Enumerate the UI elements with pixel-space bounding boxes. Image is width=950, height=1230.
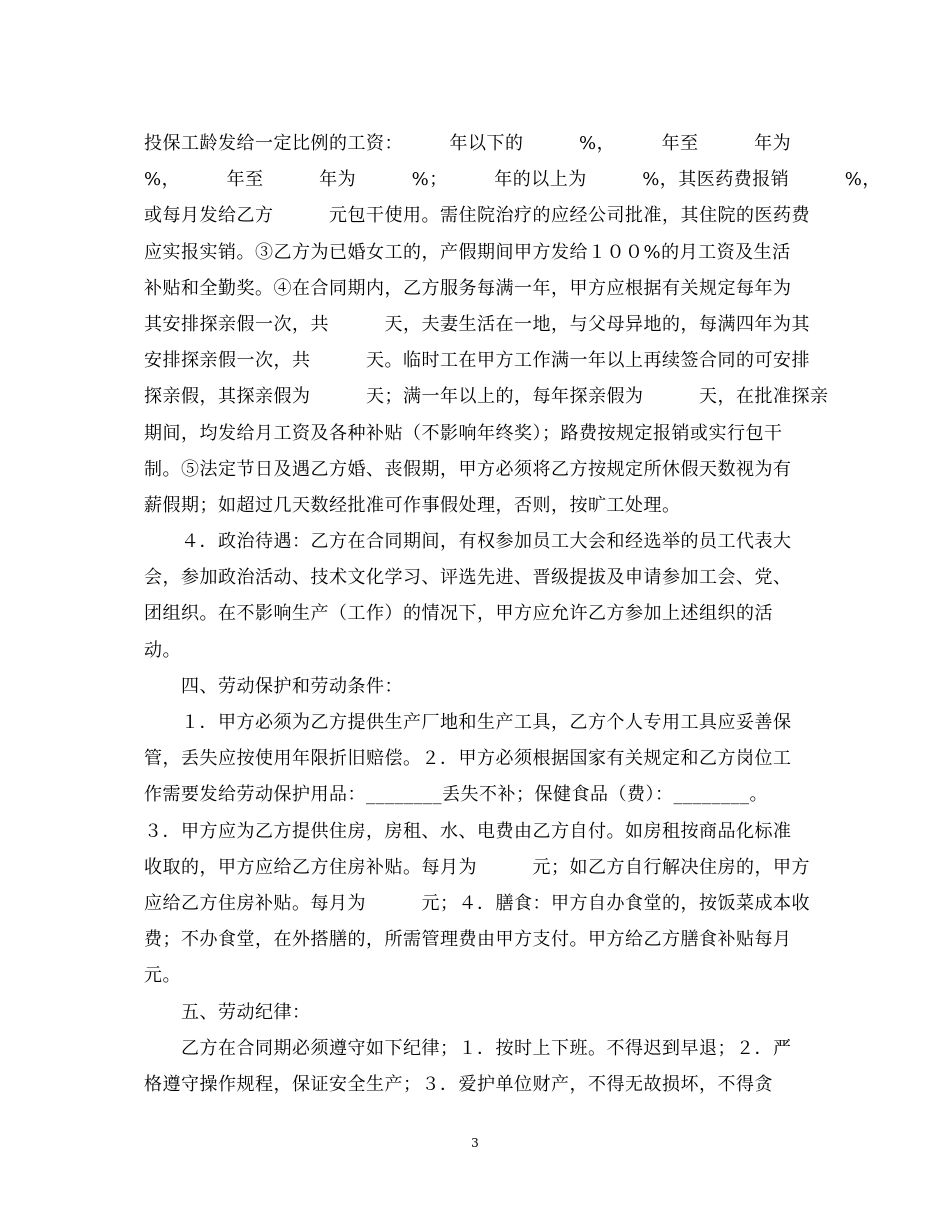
text-line: 安排探亲假一次，共 天。临时工在甲方工作满一年以上再续签合同的可安排	[144, 350, 810, 372]
text-line: 乙方在合同期必须遵守如下纪律；１．按时上下班。不得迟到早退；２．严	[144, 1037, 792, 1059]
text-line: 薪假期；如超过几天数经批准可作事假处理，否则，按旷工处理。	[144, 494, 681, 516]
text-line: 会，参加政治活动、技术文化学习、评选先进、晋级提拔及申请参加工会、党、	[144, 567, 792, 589]
text-line: 元。	[144, 965, 181, 987]
text-line: 期间，均发给月工资及各种补贴（不影响年终奖）；路费按规定报销或实行包干	[144, 422, 783, 444]
section-heading: 四、劳动保护和劳动条件：	[144, 675, 403, 697]
text-line: 补贴和全勤奖。④在合同期内，乙方服务每满一年，甲方应根据有关规定每年为	[144, 277, 792, 299]
text-line: 团组织。在不影响生产（工作）的情况下，甲方应允许乙方参加上述组织的活	[144, 603, 773, 625]
text-line: 探亲假，其探亲假为 天；满一年以上的，每年探亲假为 天，在批准探亲	[144, 386, 829, 408]
text-line: %， 年至 年为 %； 年的以上为 %，其医药费报销 %，	[144, 169, 881, 191]
text-line: 应实报实销。③乙方为已婚女工的，产假期间甲方发给１００%的月工资及生活	[144, 241, 791, 263]
text-line: １．甲方必须为乙方提供生产厂地和生产工具，乙方个人专用工具应妥善保	[144, 712, 792, 733]
text-line: 其安排探亲假一次，共 天，夫妻生活在一地，与父母异地的，每满四年为其	[144, 313, 810, 335]
text-line: 作需要发给劳动保护用品：________丢失不补；保健食品（费）：________。	[144, 784, 768, 806]
text-line: 应给乙方住房补贴。每月为 元；４．膳食：甲方自办食堂的，按饭菜成本收	[144, 892, 810, 914]
text-line: 收取的，甲方应给乙方住房补贴。每月为 元；如乙方自行解决住房的，甲方	[144, 856, 810, 878]
text-line: ３．甲方应为乙方提供住房，房租、水、电费由乙方自付。如房租按商品化标准	[144, 820, 792, 842]
section-heading: 五、劳动纪律：	[144, 1001, 311, 1023]
text-line: ４．政治待遇：乙方在合同期间，有权参加员工大会和经选举的员工代表大	[144, 531, 792, 553]
text-line: 制。⑤法定节日及遇乙方婚、丧假期，甲方必须将乙方按规定所休假天数视为有	[144, 458, 792, 480]
text-line: 或每月发给乙方 元包干使用。需住院治疗的应经公司批准，其住院的医药费	[144, 205, 810, 227]
text-line: 管，丢失应按使用年限折旧赔偿。２．甲方必须根据国家有关规定和乙方岗位工	[144, 748, 792, 770]
document-body	[144, 126, 881, 1103]
text-line: 投保工龄发给一定比例的工资： 年以下的 %， 年至 年为	[144, 133, 792, 154]
text-line: 动。	[144, 639, 181, 661]
page-number: 3	[471, 1136, 479, 1150]
text-line: 费；不办食堂，在外搭膳的，所需管理费由甲方支付。甲方给乙方膳食补贴每月	[144, 929, 792, 951]
text-line: 格遵守操作规程，保证安全生产；３．爱护单位财产，不得无故损坏，不得贪	[144, 1073, 773, 1095]
